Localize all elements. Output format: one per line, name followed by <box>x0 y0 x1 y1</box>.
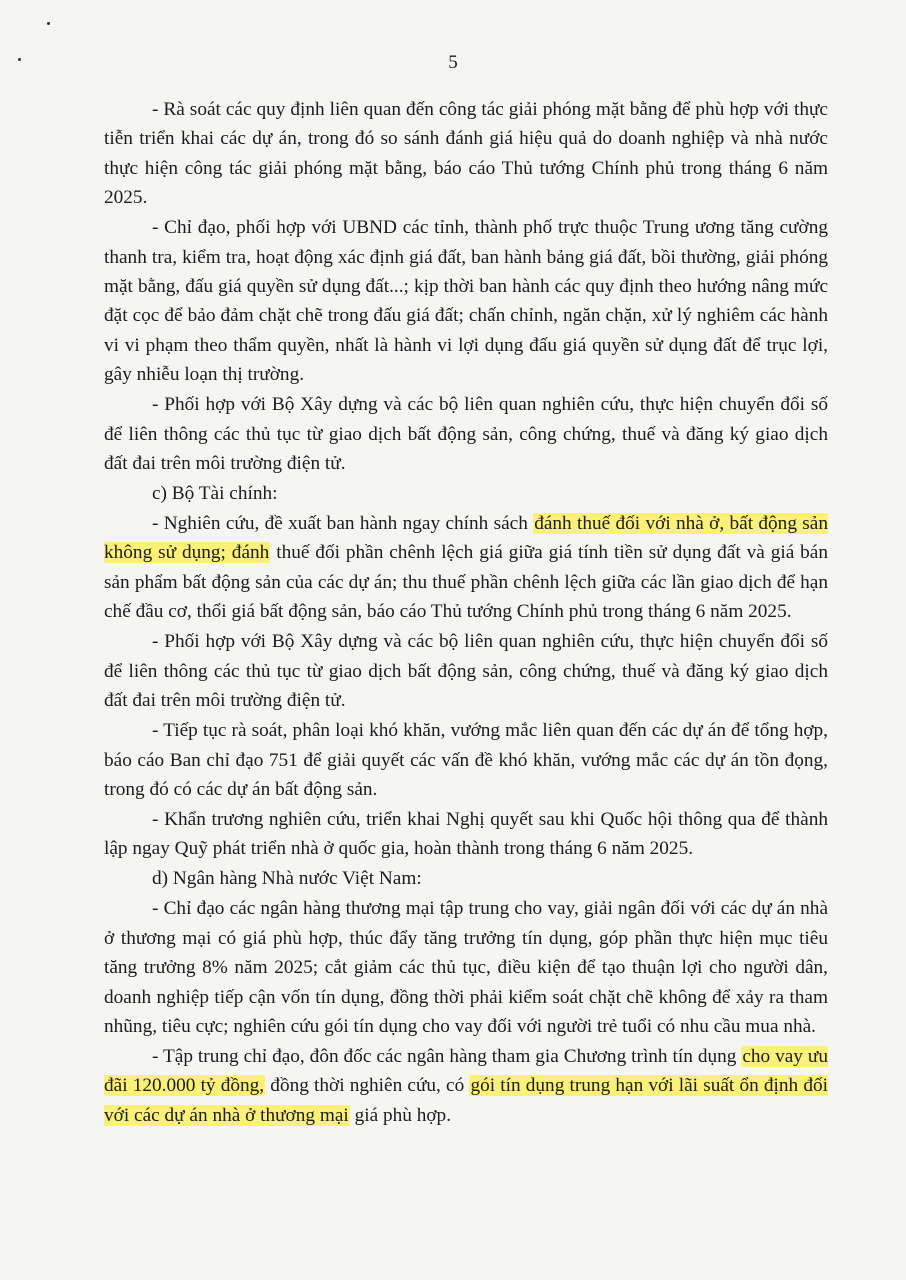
paragraph-highlighted <box>104 1042 828 1130</box>
paragraph: - Phối hợp với Bộ Xây dựng và các bộ liên quan nghiên cứu, thực hiện chuyển đổi số để liên thông các thủ tục từ giao dịch bất động sản, công chứng, thuế và đăng ký giao dịch đất đai trên môi trường điện tử. <box>104 631 828 712</box>
paragraph: - Khẩn trương nghiên cứu, triển khai Nghị quyết sau khi Quốc hội thông qua để thành lập ngay Quỹ phát triển nhà ở quốc gia, hoàn thành trong tháng 6 năm 2025. <box>104 808 828 860</box>
scan-speck <box>47 22 50 25</box>
highlighted-text: đánh thuế đối với nhà ở, bất động sản không sử dụng; đánh <box>104 513 828 564</box>
document-body <box>104 95 828 1131</box>
paragraph: - Tiếp tục rà soát, phân loại khó khăn, vướng mắc liên quan đến các dự án để tổng hợp, báo cáo Ban chỉ đạo 751 để giải quyết các vấn đề khó khăn, vướng mắc các dự án tồn đọng, trong đó có các dự án bất động sản. <box>104 720 828 800</box>
section-heading-ngan-hang: d) Ngân hàng Nhà nước Việt Nam: <box>152 868 422 890</box>
text-run: - Tập trung chỉ đạo, đôn đốc các ngân hàng tham gia Chương trình tín dụng <box>152 1045 742 1067</box>
paragraph: - Chỉ đạo, phối hợp với UBND các tỉnh, thành phố trực thuộc Trung ương tăng cường thanh tra, kiểm tra, hoạt động xác định giá đất, ban hành bảng giá đất, bồi thường, giải phóng mặt bằng, đấu giá quyền sử dụng đất...; kịp thời ban hành các quy định theo hướng nâng mức đặt cọc để bảo đảm chặt chẽ trong đấu giá đất; chấn chỉnh, ngăn chặn, xử lý nghiêm các hành vi vi phạm theo thẩm quyền, nhất là hành vi lợi dụng đấu giá quyền sử dụng đất để trục lợi, gây nhiễu loạn thị trường. <box>104 217 828 386</box>
highlighted-text: cho vay ưu đãi 120.000 tỷ đồng, <box>104 1045 828 1097</box>
text-run: giá phù hợp. <box>349 1104 452 1126</box>
text-run: - Nghiên cứu, đề xuất ban hành ngay chính sách <box>152 513 534 535</box>
section-heading-bo-tai-chinh: c) Bộ Tài chính: <box>152 483 278 505</box>
paragraph: - Phối hợp với Bộ Xây dựng và các bộ liên quan nghiên cứu, thực hiện chuyển đổi số để liên thông các thủ tục từ giao dịch bất động sản, công chứng, thuế và đăng ký giao dịch đất đai trên môi trường điện tử. <box>104 394 828 475</box>
paragraph-highlighted <box>104 509 828 627</box>
paragraph: - Chỉ đạo các ngân hàng thương mại tập trung cho vay, giải ngân đối với các dự án nhà ở thương mại có giá phù hợp, thúc đẩy tăng trưởng tín dụng, góp phần thực hiện mục tiêu tăng trưởng 8% năm 2025; cắt giảm các thủ tục, điều kiện để tạo thuận lợi cho người dân, doanh nghiệp tiếp cận vốn tín dụng, đồng thời phải kiểm soát chặt chẽ không để xảy ra tham nhũng, tiêu cực; nghiên cứu gói tín dụng cho vay đối với người trẻ tuổi có nhu cầu mua nhà. <box>104 898 828 1037</box>
text-run: đồng thời nghiên cứu, có <box>265 1075 470 1097</box>
page-number: 5 <box>448 52 458 73</box>
paragraph: - Rà soát các quy định liên quan đến công tác giải phóng mặt bằng để phù hợp với thực tiễn triển khai các dự án, trong đó so sánh đánh giá hiệu quả do doanh nghiệp và nhà nước thực hiện công tác giải phóng mặt bằng, báo cáo Thủ tướng Chính phủ trong tháng 6 năm 2025. <box>104 99 828 209</box>
highlighted-text: gói tín dụng trung hạn với lãi suất ổn định đối với các dự án nhà ở thương mại <box>104 1075 828 1126</box>
text-run: thuế đối phần chênh lệch giá giữa giá tính tiền sử dụng đất và giá bán sản phẩm bất động sản của các dự án; thu thuế phần chênh lệch giữa các lần giao dịch để hạn chế đầu cơ, thổi giá bất động sản, báo cáo Thủ tướng Chính phủ trong tháng 6 năm 2025. <box>104 542 828 623</box>
